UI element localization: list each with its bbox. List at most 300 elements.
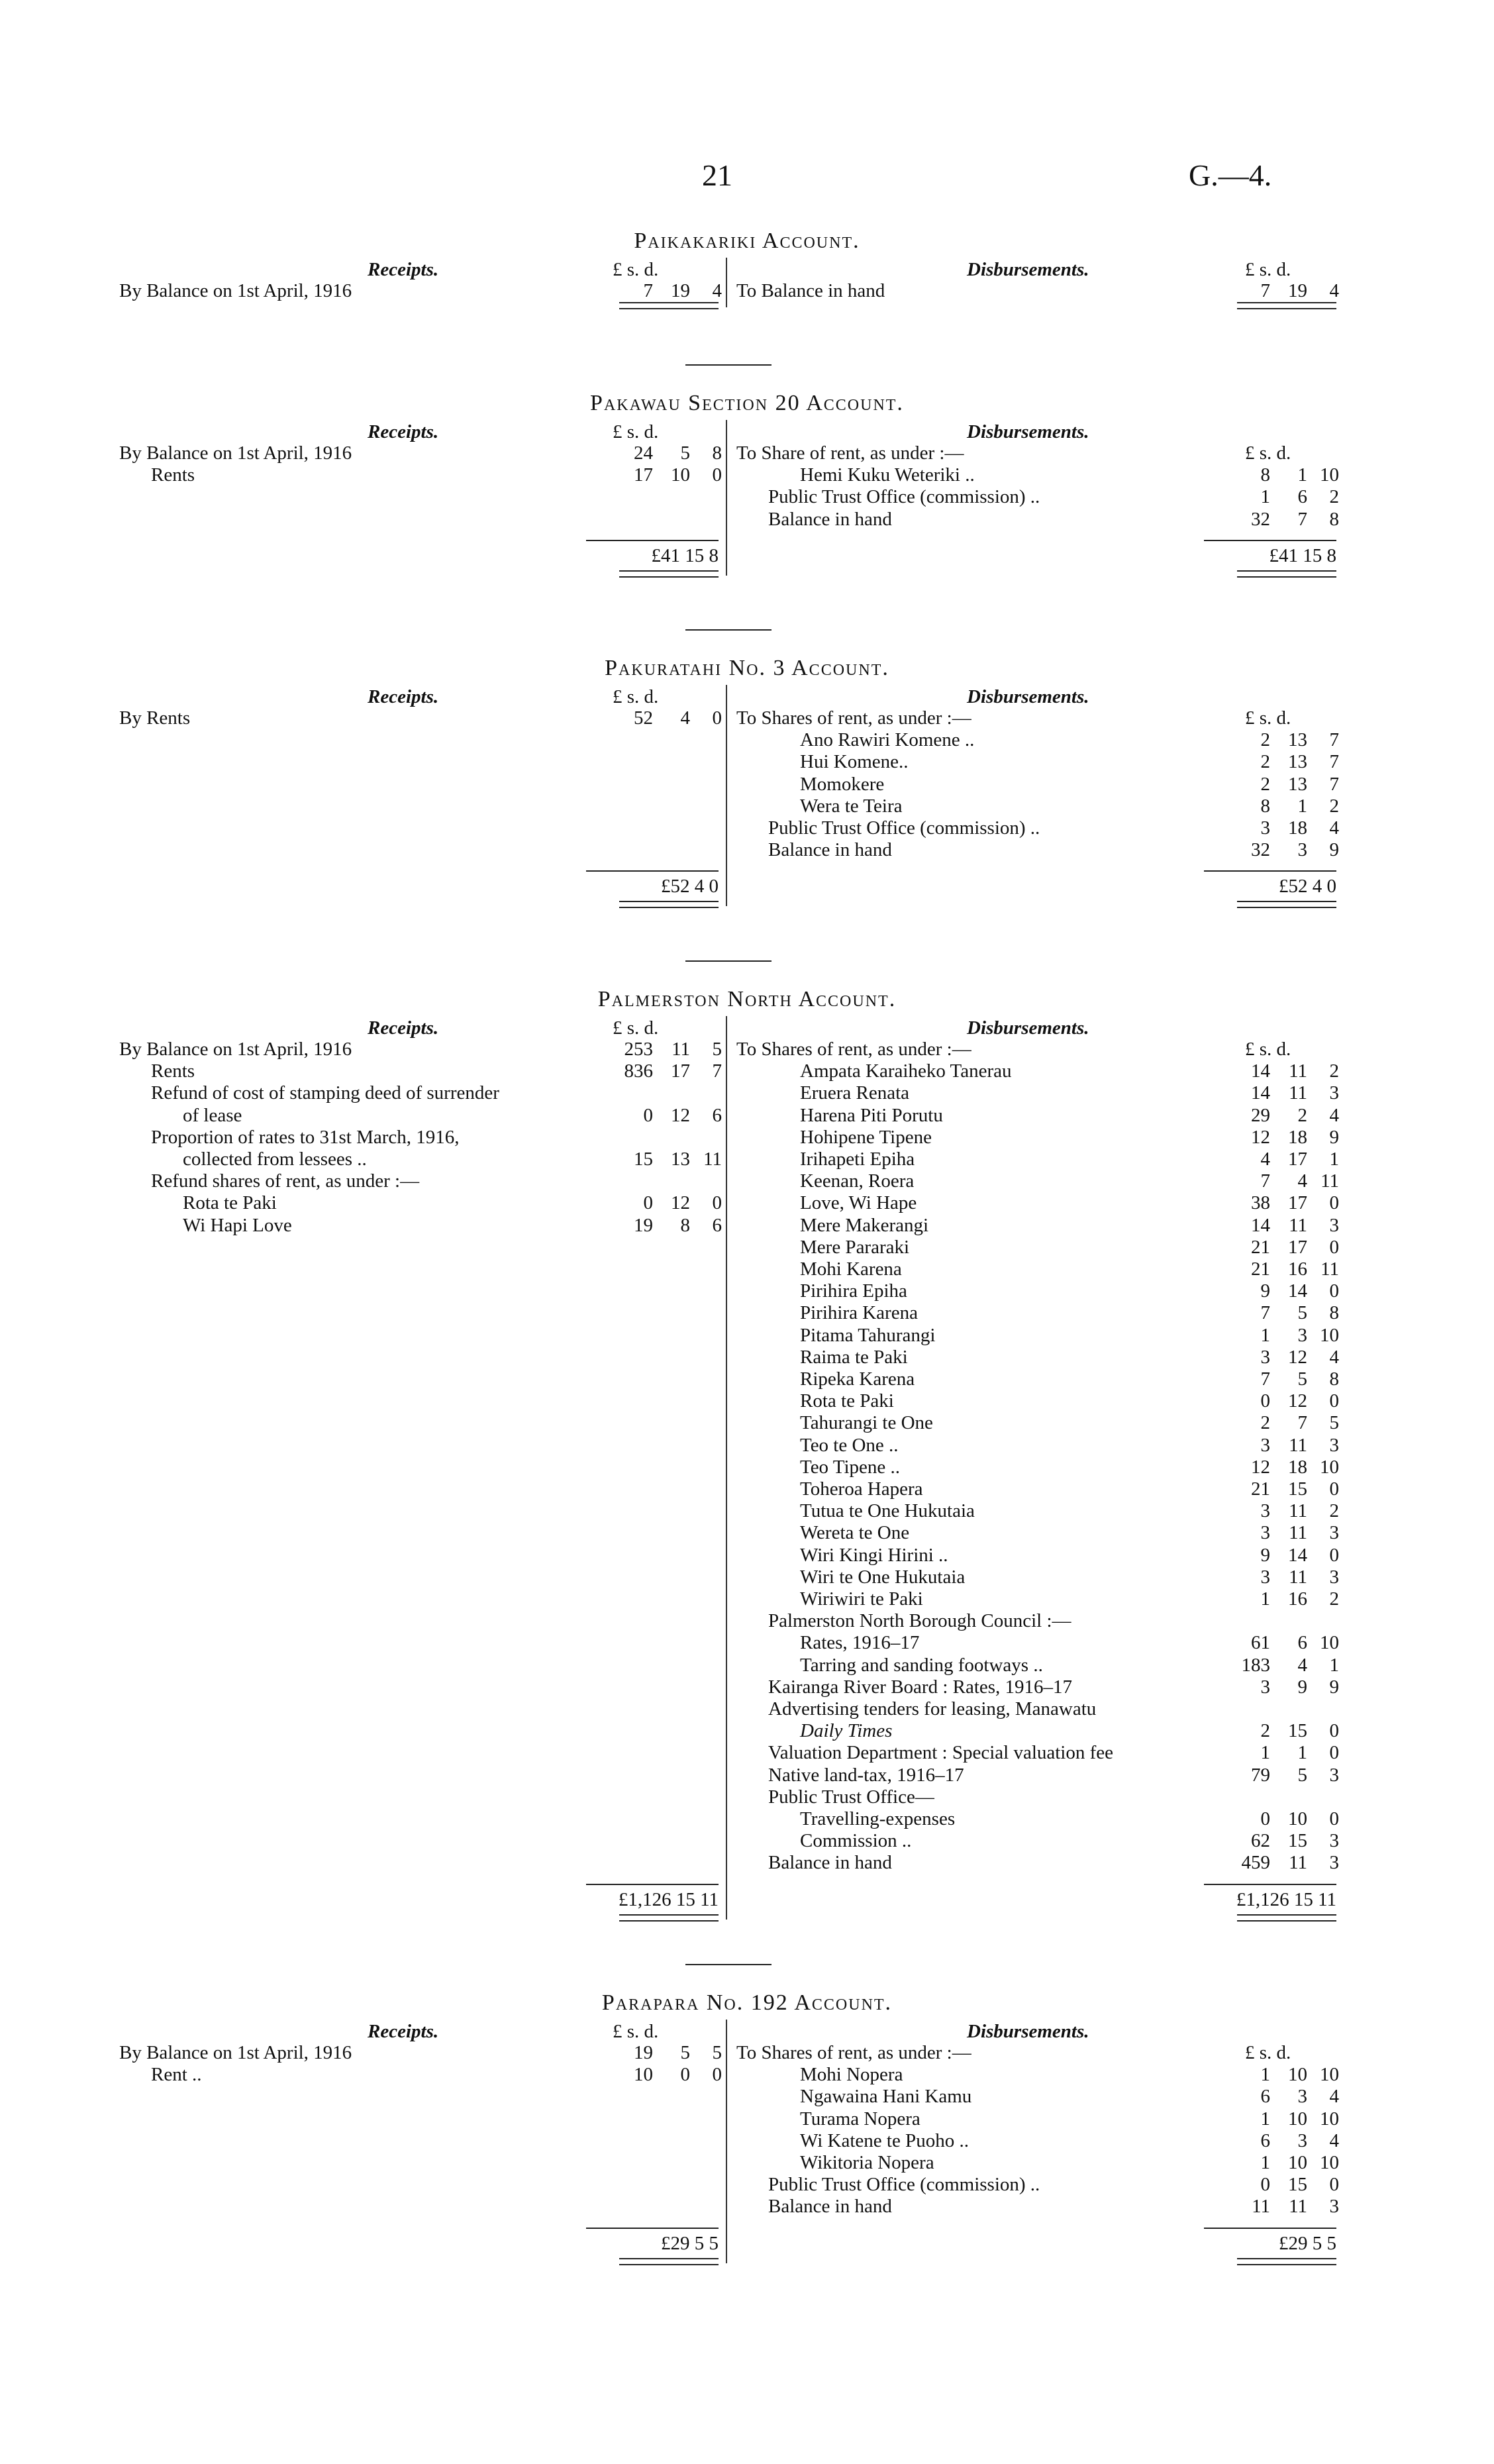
shillings: 4 (1297, 1654, 1307, 1676)
pounds: 32 (1251, 508, 1270, 530)
disbursement-row (736, 839, 1339, 862)
receipts-total: £29 5 5 (661, 2232, 719, 2254)
amount (1207, 1852, 1339, 1874)
total-double-rule (619, 302, 719, 309)
pence: 5 (712, 2042, 722, 2063)
pounds: 7 (1260, 1302, 1270, 1324)
amount (589, 1060, 722, 1082)
pounds: 32 (1251, 839, 1270, 861)
disbursement-row (736, 1720, 1339, 1743)
amount (589, 442, 722, 464)
disbursement-row (736, 1082, 1339, 1105)
pounds: 12 (1251, 1126, 1270, 1148)
row-label: Teo te One .. (800, 1434, 899, 1456)
amount (1207, 1808, 1339, 1830)
row-label: Pirihira Karena (800, 1302, 918, 1324)
page-number: 21 (702, 158, 732, 192)
pence: 0 (1329, 1478, 1339, 1500)
disbursement-row (736, 1368, 1339, 1391)
amount (1207, 1765, 1339, 1786)
shillings: 10 (1288, 2064, 1307, 2086)
pence: 8 (1329, 1302, 1339, 1324)
pounds: 10 (634, 2064, 653, 2086)
disbursement-row (736, 817, 1339, 840)
row-label: Rent .. (151, 2064, 202, 2086)
disbursement-row (736, 1302, 1339, 1325)
amount (589, 1149, 722, 1170)
row-label: Public Trust Office (commission) .. (768, 817, 1040, 839)
pence: 2 (1329, 1060, 1339, 1082)
shillings: 1 (1297, 795, 1307, 817)
row-label: Balance in hand (768, 508, 892, 530)
lsd-heading-receipts: £ s. d. (613, 2021, 659, 2042)
amount (1207, 509, 1339, 531)
row-label: Mere Makerangi (800, 1214, 929, 1236)
disbursement-row (736, 1039, 1339, 1061)
row-label: Ripeka Karena (800, 1368, 915, 1390)
amount (1207, 1368, 1339, 1390)
shillings: 16 (1288, 1588, 1307, 1610)
row-label: Valuation Department : Special valuation fee (768, 1742, 1114, 1764)
pence: 9 (1329, 839, 1339, 861)
disbursement-row (736, 729, 1339, 752)
pence: 4 (1329, 817, 1339, 839)
disbursements-heading: Disbursements. (967, 421, 1089, 442)
pounds: 14 (1251, 1060, 1270, 1082)
amount (1207, 1676, 1339, 1698)
pence: 7 (1329, 729, 1339, 751)
pence: 4 (1329, 2086, 1339, 2108)
amount (1207, 2174, 1339, 2196)
shillings: 18 (1288, 817, 1307, 839)
shillings: 3 (1297, 2130, 1307, 2151)
row-label: Wereta te One (800, 1522, 910, 1544)
pence: 3 (1329, 1522, 1339, 1544)
shillings: 13 (1288, 729, 1307, 751)
row-label: Hui Komene.. (800, 751, 909, 773)
total-double-rule (1237, 901, 1336, 908)
account-title: Paikakariki Account. (634, 229, 860, 253)
shillings: 7 (1297, 1412, 1307, 1434)
shillings: 15 (1288, 1478, 1307, 1500)
pounds: 6 (1260, 2086, 1270, 2108)
receipt-row (119, 1127, 722, 1149)
shillings: 19 (1288, 280, 1307, 301)
pence: 6 (712, 1104, 722, 1126)
shillings: 11 (672, 1039, 690, 1060)
amount (589, 2064, 722, 2086)
lsd-heading-disbursements: £ s. d. (1245, 2042, 1291, 2063)
row-label: Toheroa Hapera (800, 1478, 923, 1500)
pence: 3 (1329, 1830, 1339, 1852)
row-label: Wiriwiri te Paki (800, 1588, 923, 1610)
amount (1207, 1170, 1339, 1192)
disbursement-row (736, 1545, 1339, 1567)
receipt-row (119, 1192, 722, 1215)
shillings: 18 (1288, 1126, 1307, 1148)
disbursement-row (736, 464, 1339, 487)
disbursements-heading: Disbursements. (967, 686, 1089, 707)
pence: 0 (1329, 1390, 1339, 1412)
amount (1207, 2196, 1339, 2218)
pounds: 6 (1260, 2130, 1270, 2151)
pounds: 2 (1260, 729, 1270, 751)
amount (1207, 280, 1339, 302)
row-label: Hemi Kuku Weteriki .. (800, 464, 975, 486)
disbursement-row (736, 1258, 1339, 1281)
shillings: 1 (1297, 464, 1307, 486)
shillings: 0 (680, 2064, 690, 2086)
pence: 2 (1329, 1588, 1339, 1610)
shillings: 18 (1288, 1456, 1307, 1478)
row-label: Public Trust Office— (768, 1786, 934, 1808)
shillings: 2 (1297, 1104, 1307, 1126)
row-label: Wiri te One Hukutaia (800, 1566, 966, 1588)
pence: 11 (703, 1149, 722, 1170)
row-label: To Shares of rent, as under :— (736, 1039, 971, 1060)
disbursement-row (736, 1412, 1339, 1435)
disbursement-row (736, 2196, 1339, 2218)
amount (589, 1105, 722, 1127)
shillings: 14 (1288, 1544, 1307, 1566)
pence: 7 (712, 1060, 722, 1082)
total-double-rule (619, 901, 719, 908)
subtotal-rule (586, 2228, 719, 2229)
shillings: 5 (680, 442, 690, 464)
row-label: Refund of cost of stamping deed of surrender (151, 1082, 499, 1104)
shillings: 5 (1297, 1302, 1307, 1324)
disbursement-row (736, 796, 1339, 818)
section-divider (685, 629, 772, 631)
pence: 0 (712, 1192, 722, 1214)
amount (589, 464, 722, 486)
pence: 11 (1320, 1170, 1339, 1192)
row-label: By Rents (119, 707, 191, 729)
document-reference: G.—4. (1189, 158, 1272, 192)
row-label: Momokere (800, 773, 885, 795)
row-label: Native land-tax, 1916–17 (768, 1764, 964, 1786)
disbursement-row (736, 1390, 1339, 1413)
amount (1207, 1302, 1339, 1324)
pence: 10 (1320, 1456, 1339, 1478)
amount (1207, 1258, 1339, 1280)
shillings: 11 (1289, 2196, 1307, 2218)
row-label: Wi Katene te Puoho .. (800, 2130, 969, 2151)
pence: 6 (712, 1214, 722, 1236)
row-label: Wera te Teira (800, 795, 903, 817)
receipts-heading: Receipts. (368, 686, 439, 707)
row-label: By Balance on 1st April, 1916 (119, 442, 352, 464)
shillings: 1 (1297, 1742, 1307, 1764)
amount (589, 280, 722, 302)
pounds: 11 (1252, 2196, 1270, 2218)
pence: 0 (1329, 1544, 1339, 1566)
pence: 8 (1329, 1368, 1339, 1390)
shillings: 12 (1288, 1390, 1307, 1412)
disbursement-row (736, 280, 1339, 303)
column-divider (726, 420, 727, 576)
shillings: 11 (1289, 1500, 1307, 1522)
row-label: Ano Rawiri Komene .. (800, 729, 975, 751)
shillings: 17 (1288, 1236, 1307, 1258)
shillings: 5 (1297, 1368, 1307, 1390)
receipt-row (119, 707, 722, 730)
subtotal-rule (586, 870, 719, 872)
pence: 10 (1320, 2064, 1339, 2086)
pence: 3 (1329, 2196, 1339, 2218)
amount (1207, 1060, 1339, 1082)
row-label: Daily Times (800, 1720, 893, 1742)
pence: 2 (1329, 1500, 1339, 1522)
row-label: Raima te Paki (800, 1346, 908, 1368)
pounds: 459 (1241, 1852, 1270, 1874)
row-label: Rents (151, 1060, 195, 1082)
row-label: By Balance on 1st April, 1916 (119, 1039, 352, 1060)
pounds: 8 (1260, 795, 1270, 817)
pence: 0 (712, 464, 722, 486)
shillings: 5 (680, 2042, 690, 2063)
disbursement-row (736, 774, 1339, 796)
column-divider (726, 685, 727, 906)
row-label: Eruera Renata (800, 1082, 910, 1104)
pounds: 21 (1251, 1236, 1270, 1258)
row-label: To Share of rent, as under :— (736, 442, 964, 464)
amount (589, 1215, 722, 1237)
pence: 3 (1329, 1764, 1339, 1786)
row-label: Teo Tipene .. (800, 1456, 901, 1478)
disbursement-row (736, 1347, 1339, 1369)
disbursement-row (736, 2152, 1339, 2175)
subtotal-rule (586, 540, 719, 541)
amount (1207, 1325, 1339, 1347)
amount (1207, 2064, 1339, 2086)
pounds: 79 (1251, 1764, 1270, 1786)
account-title: Parapara No. 192 Account. (601, 1990, 893, 2015)
disbursement-row (736, 1655, 1339, 1677)
disbursement-row (736, 486, 1339, 509)
pounds: 14 (1251, 1082, 1270, 1104)
lsd-heading-receipts: £ s. d. (613, 421, 659, 442)
pounds: 1 (1260, 2064, 1270, 2086)
pence: 4 (1329, 1346, 1339, 1368)
section-divider (685, 1964, 772, 1965)
amount (1207, 464, 1339, 486)
shillings: 19 (671, 280, 690, 301)
shillings: 7 (1297, 508, 1307, 530)
amount (1207, 1500, 1339, 1522)
receipt-row (119, 1215, 722, 1237)
pence: 9 (1329, 1126, 1339, 1148)
row-label: To Shares of rent, as under :— (736, 2042, 971, 2063)
subtotal-rule (1204, 2228, 1336, 2229)
receipts-total: £52 4 0 (661, 876, 719, 898)
pence: 4 (1329, 2130, 1339, 2151)
disbursements-heading: Disbursements. (967, 2021, 1089, 2042)
pounds: 19 (634, 2042, 653, 2063)
amount (1207, 1192, 1339, 1214)
receipts-total: £1,126 15 11 (618, 1888, 719, 1910)
pounds: 3 (1260, 1434, 1270, 1456)
disbursement-row (736, 1610, 1339, 1633)
pence: 1 (1329, 1654, 1339, 1676)
row-label: Public Trust Office (commission) .. (768, 2174, 1040, 2196)
subtotal-rule (1204, 1884, 1336, 1885)
disbursement-row (736, 1632, 1339, 1655)
pence: 2 (1329, 795, 1339, 817)
row-label: Harena Piti Porutu (800, 1104, 943, 1126)
pounds: 12 (1251, 1456, 1270, 1478)
shillings: 10 (1288, 1808, 1307, 1829)
amount (1207, 486, 1339, 508)
pence: 10 (1320, 464, 1339, 486)
disbursement-row (736, 751, 1339, 774)
lsd-heading-receipts: £ s. d. (613, 1017, 659, 1039)
amount (1207, 1566, 1339, 1588)
pounds: 253 (624, 1039, 653, 1060)
total-double-rule (619, 2258, 719, 2265)
disbursement-row (736, 2130, 1339, 2153)
pounds: 7 (643, 280, 653, 301)
disbursement-row (736, 1105, 1339, 1127)
row-label: To Balance in hand (736, 280, 885, 301)
amount (589, 1039, 722, 1060)
pence: 10 (1320, 1632, 1339, 1654)
shillings: 13 (1288, 773, 1307, 795)
pounds: 0 (1260, 2174, 1270, 2196)
amount (1207, 1830, 1339, 1852)
amount (1207, 1390, 1339, 1412)
pounds: 21 (1251, 1478, 1270, 1500)
amount (1207, 817, 1339, 839)
receipt-row (119, 2064, 722, 2086)
row-label: collected from lessees .. (183, 1149, 367, 1170)
shillings: 17 (1288, 1192, 1307, 1214)
disbursement-row (736, 2042, 1339, 2065)
amount (1207, 1720, 1339, 1742)
receipt-row (119, 1039, 722, 1061)
disbursement-row (736, 1566, 1339, 1589)
account-title: Palmerston North Account. (597, 987, 897, 1011)
pounds: 7 (1260, 280, 1270, 301)
account-title: Pakuratahi No. 3 Account. (605, 656, 889, 680)
receipt-row (119, 2042, 722, 2065)
disbursement-row (736, 2174, 1339, 2196)
disbursement-row (736, 1435, 1339, 1457)
pence: 3 (1329, 1214, 1339, 1236)
receipts-total: £41 15 8 (651, 544, 719, 566)
section-divider (685, 960, 772, 962)
receipt-row (119, 1170, 722, 1193)
row-label: To Shares of rent, as under :— (736, 707, 971, 729)
shillings: 13 (671, 1149, 690, 1170)
disbursement-row (736, 1127, 1339, 1149)
amount (1207, 2086, 1339, 2108)
pounds: 3 (1260, 1522, 1270, 1544)
row-label: Love, Wi Hape (800, 1192, 917, 1214)
section-divider (685, 364, 772, 366)
total-double-rule (1237, 2258, 1336, 2265)
receipts-heading: Receipts. (368, 1017, 439, 1039)
row-label: Travelling-expenses (800, 1808, 956, 1829)
shillings: 6 (1297, 486, 1307, 508)
shillings: 15 (1288, 2174, 1307, 2196)
total-double-rule (1237, 302, 1336, 309)
amount (1207, 2130, 1339, 2152)
amount (1207, 1082, 1339, 1104)
pounds: 2 (1260, 751, 1270, 773)
amount (1207, 1478, 1339, 1500)
amount (589, 707, 722, 729)
receipt-row (119, 1149, 722, 1171)
amount (1207, 751, 1339, 773)
amount (1207, 1588, 1339, 1610)
receipt-row (119, 442, 722, 465)
pounds: 7 (1260, 1170, 1270, 1192)
amount (1207, 774, 1339, 796)
row-label: Balance in hand (768, 1852, 892, 1874)
pence: 4 (1329, 1104, 1339, 1126)
pounds: 3 (1260, 1566, 1270, 1588)
amount (1207, 1215, 1339, 1237)
pence: 3 (1329, 1082, 1339, 1104)
disbursements-heading: Disbursements. (967, 1017, 1089, 1039)
pence: 0 (1329, 2174, 1339, 2196)
disbursement-row (736, 1830, 1339, 1853)
shillings: 9 (1297, 1676, 1307, 1698)
amount (1207, 1105, 1339, 1127)
row-label: Rota te Paki (183, 1192, 277, 1214)
pounds: 7 (1260, 1368, 1270, 1390)
pounds: 2 (1260, 773, 1270, 795)
amount (1207, 1522, 1339, 1544)
pounds: 62 (1251, 1830, 1270, 1852)
pounds: 1 (1260, 2152, 1270, 2173)
pounds: 9 (1260, 1280, 1270, 1302)
pence: 0 (712, 707, 722, 729)
pence: 0 (1329, 1742, 1339, 1764)
row-label: Ngawaina Hani Kamu (800, 2086, 972, 2108)
receipt-row (119, 1082, 722, 1105)
pounds: 183 (1241, 1654, 1270, 1676)
pounds: 8 (1260, 464, 1270, 486)
row-label: Keenan, Roera (800, 1170, 915, 1192)
disbursement-row (736, 1325, 1339, 1347)
disbursement-row (736, 2064, 1339, 2086)
disbursements-heading: Disbursements. (967, 259, 1089, 280)
row-label: Pitama Tahurangi (800, 1324, 936, 1346)
pounds: 1 (1260, 486, 1270, 508)
receipts-heading: Receipts. (368, 421, 439, 442)
pence: 0 (1329, 1808, 1339, 1829)
amount (1207, 1655, 1339, 1676)
disbursement-row (736, 1478, 1339, 1501)
pence: 7 (1329, 773, 1339, 795)
disbursement-row (736, 1170, 1339, 1193)
amount (1207, 1545, 1339, 1566)
pounds: 3 (1260, 1346, 1270, 1368)
row-label: Balance in hand (768, 839, 892, 861)
pence: 10 (1320, 2108, 1339, 2130)
row-label: Mohi Nopera (800, 2064, 903, 2086)
pounds: 0 (643, 1104, 653, 1126)
row-label: Rota te Paki (800, 1390, 894, 1412)
shillings: 11 (1289, 1852, 1307, 1874)
row-label: Palmerston North Borough Council :— (768, 1610, 1071, 1632)
amount (1207, 1742, 1339, 1764)
amount (1207, 1237, 1339, 1258)
disbursement-row (736, 1676, 1339, 1699)
pence: 2 (1329, 486, 1339, 508)
